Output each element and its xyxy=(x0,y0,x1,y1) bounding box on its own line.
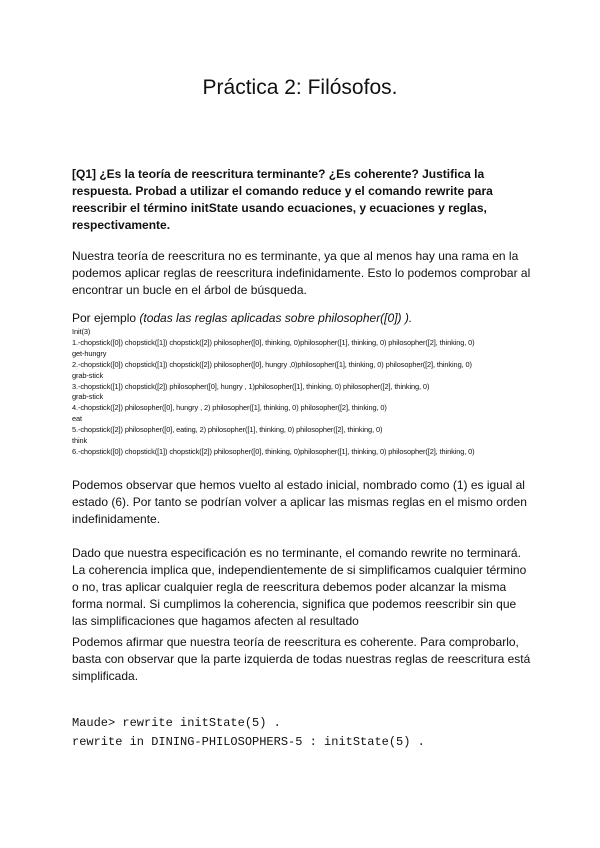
trace-line: think xyxy=(72,436,88,446)
code-line: Maude> rewrite initState(5) . xyxy=(72,716,281,730)
trace-line: 5.-chopstick([2]) philosopher([0], eating, 2) philosopher([1], thinking, 0) philosopher([2], thinking, 0) xyxy=(72,425,383,435)
paragraph-loop: Podemos observar que hemos vuelto al estado inicial, nombrado como (1) es igual al estado (6). Por tanto se podrían volver a aplicar las mismas reglas en el mismo orden indefinidamente. xyxy=(72,478,527,526)
trace-line: grab-stick xyxy=(72,370,104,380)
trace-line: Init(3) xyxy=(72,327,91,336)
trace-line: get-hungry xyxy=(72,348,107,358)
paragraph-coherent-claim: Podemos afirmar que nuestra teoría de reescritura es coherente. Para comprobarlo, basta con observar que la parte izquierda de todas nuestras reglas de reescritura está simplificada. xyxy=(72,635,531,683)
example-italic-note: (todas las reglas aplicadas sobre philosopher([0]) ). xyxy=(139,311,413,325)
maude-code-block xyxy=(72,714,425,752)
page-title: Práctica 2: Filósofos. xyxy=(202,76,398,99)
trace-line: 1.-chopstick([0]) chopstick([1]) chopstick([2]) philosopher([0], thinking, 0)philosopher([1], thinking, 0) philosopher([2], thinking, 0) xyxy=(72,337,475,347)
paragraph-coherence: Dado que nuestra especificación es no terminante, el comando rewrite no terminará. La coherencia implica que, independientemente de si simplificamos cualquier término o no, tras aplicar cualquier regla de reescritura debemos poder alcanzar la misma forma normal. Si cumplimos la coherencia, significa que podemos reescribir sin que las simplificaciones que hagamos afecten al resultado xyxy=(72,546,527,628)
trace-line: 4.-chopstick([2]) philosopher([0], hungry , 2) philosopher([1], thinking, 0) philosopher([2], thinking, 0) xyxy=(72,403,387,413)
rewrite-trace xyxy=(72,327,542,458)
example-intro xyxy=(72,311,412,326)
question-q1: [Q1] ¿Es la teoría de reescritura terminante? ¿Es coherente? Justifica la respuesta. Probad a utilizar el comando reduce y el comando rewrite para reescribir el término initState usando ecuaciones, y ecuaciones y reglas, respectivamente. xyxy=(72,167,493,232)
trace-line: 2.-chopstick([0]) chopstick([1]) chopstick([2]) philosopher([0], hungry ,0)philosopher([1], thinking, 0) philosopher([2], thinking, 0) xyxy=(72,359,472,369)
trace-line: 3.-chopstick([1]) chopstick([2]) philosopher([0], hungry , 1)philosopher([1], thinking, 0) philosopher([2], thinking, 0) xyxy=(72,381,430,391)
trace-line: grab-stick xyxy=(72,392,104,402)
code-line: rewrite in DINING-PHILOSOPHERS-5 : initState(5) . xyxy=(72,735,425,749)
trace-line: 6.-chopstick([0]) chopstick([1]) chopstick([2]) philosopher([0], thinking, 0)philosopher([1], thinking, 0) philosopher([2], thinking, 0) xyxy=(72,446,475,456)
example-prefix: Por ejemplo xyxy=(72,311,140,325)
trace-line: eat xyxy=(72,414,82,424)
paragraph-termination: Nuestra teoría de reescritura no es terminante, ya que al menos hay una rama en la podemos aplicar reglas de reescritura indefinidamente. Esto lo podemos comprobar al encontrar un bucle en el árbol de búsqueda. xyxy=(72,249,531,297)
